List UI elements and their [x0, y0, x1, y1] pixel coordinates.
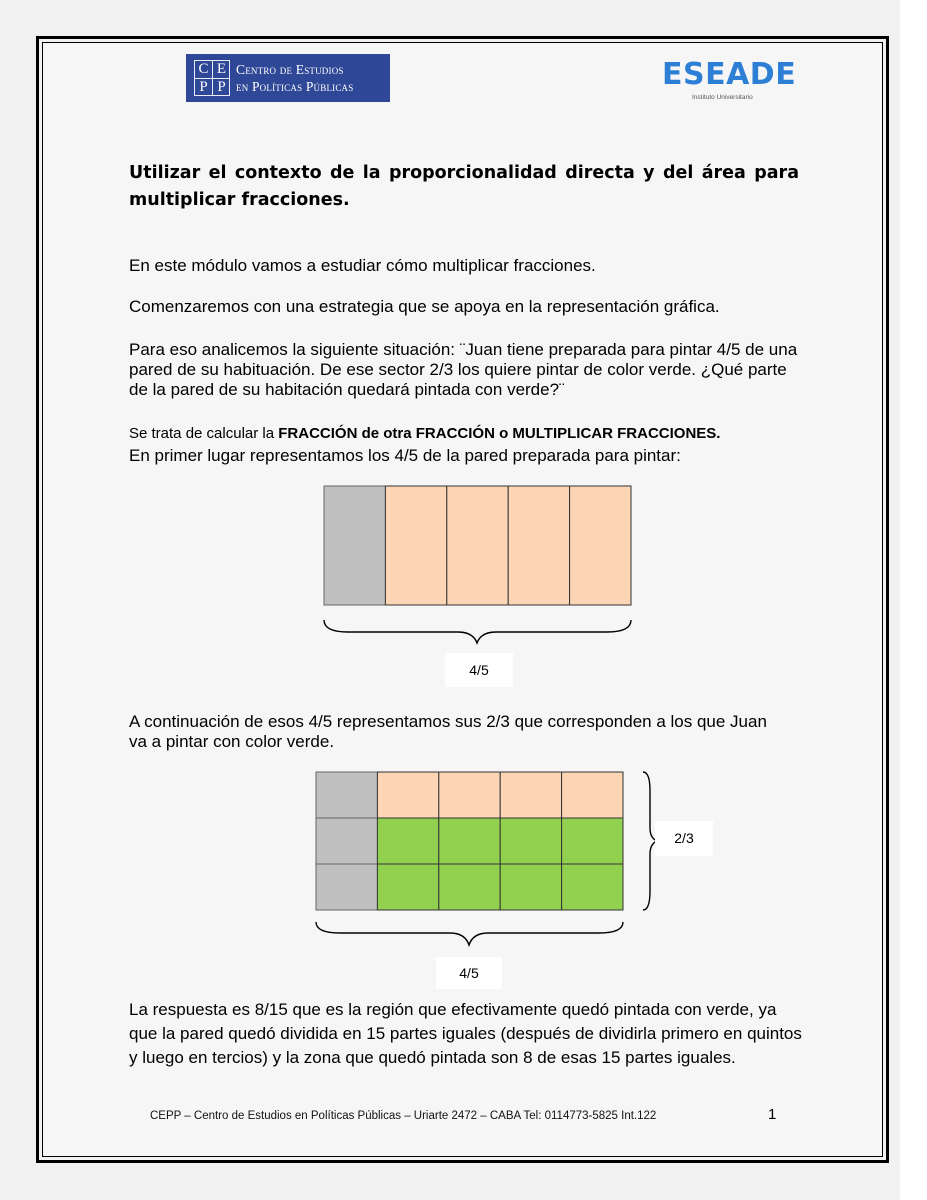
cepp-logo	[186, 54, 390, 102]
paragraph-first-step: En primer lugar representamos los 4/5 de la pared preparada para pintar:	[129, 446, 681, 465]
figure2-gray-cell	[316, 818, 377, 864]
cepp-logo-line1: Centro de Estudios	[236, 62, 344, 77]
footer-text: CEPP – Centro de Estudios en Políticas Públicas – Uriarte 2472 – CABA Tel: 0114773-5825 Int.122	[150, 1110, 657, 1122]
figure2-green-cell	[439, 864, 500, 910]
paragraph-answer: La respuesta es 8/15 que es la región que efectivamente quedó pintada con verde, ya que la pared quedó dividida en 15 partes iguales (después de dividirla primero en quintos y luego en tercios) y la zona que quedó pintada son 8 de esas 15 partes iguales.	[129, 1000, 802, 1067]
figure1-peach-column	[385, 486, 446, 605]
figure1-gray-column	[324, 486, 385, 605]
paragraph-intro: En este módulo vamos a estudiar cómo multiplicar fracciones.	[129, 256, 596, 275]
paragraph-second-step: A continuación de esos 4/5 representamos sus 2/3 que corresponden a los que Juan va a pintar con color verde.	[129, 712, 767, 751]
cepp-logo-mark	[194, 60, 230, 96]
figure1-label: 4/5	[445, 653, 513, 687]
figure2-peach-cell	[377, 772, 438, 818]
figure2-peach-cell	[562, 772, 623, 818]
figure1-brace	[324, 620, 631, 643]
figure1-peach-column	[570, 486, 631, 605]
eseade-logo: ESEADE	[662, 57, 797, 92]
figure-two-thirds-of-four-fifths	[310, 766, 660, 951]
page-number: 1	[768, 1106, 777, 1123]
eseade-logo-subtitle: Instituto Universitario	[692, 94, 753, 101]
figure2-green-cell	[439, 818, 500, 864]
figure1-peach-column	[447, 486, 508, 605]
note-bold-text: FRACCIÓN de otra FRACCIÓN o MULTIPLICAR FRACCIONES.	[278, 425, 721, 442]
figure2-bottom-brace	[316, 922, 623, 945]
paragraph-fraction-of-fraction	[129, 424, 809, 444]
figure2-gray-cell	[316, 864, 377, 910]
figure2-green-cell	[562, 818, 623, 864]
figure1-peach-column	[508, 486, 569, 605]
paragraph-situation: Para eso analicemos la siguiente situación: ¨Juan tiene preparada para pintar 4/5 de una pared de su habituación. De ese sector 2/3 los quiere pintar de color verde. ¿Qué parte de la pared de su habitación quedará pintada con verde?¨	[129, 340, 798, 399]
cepp-logo-line2: en Políticas Públicas	[236, 79, 354, 94]
figure2-right-label: 2/3	[655, 821, 713, 856]
cepp-letter: E	[216, 61, 227, 77]
figure2-peach-cell	[439, 772, 500, 818]
figure2-bottom-label: 4/5	[436, 957, 502, 989]
figure2-green-cell	[500, 864, 561, 910]
cepp-letter: P	[199, 79, 208, 95]
figure-four-fifths	[318, 480, 638, 645]
figure2-green-cell	[377, 864, 438, 910]
paragraph-strategy: Comenzaremos con una estrategia que se apoya en la representación gráfica.	[129, 297, 720, 316]
figure2-grid	[316, 772, 623, 910]
cepp-letter: C	[198, 61, 209, 77]
figure2-gray-cell	[316, 772, 377, 818]
figure2-green-cell	[500, 818, 561, 864]
figure2-green-cell	[377, 818, 438, 864]
cepp-logo-text	[236, 61, 353, 95]
figure2-peach-cell	[500, 772, 561, 818]
page-margin-strip	[900, 0, 927, 1200]
note-lead-text: Se trata de calcular la	[129, 425, 279, 442]
cepp-letter: P	[217, 79, 226, 95]
document-title: Utilizar el contexto de la proporcionalidad directa y del área para multiplicar fracciones.	[129, 163, 799, 210]
figure2-green-cell	[562, 864, 623, 910]
